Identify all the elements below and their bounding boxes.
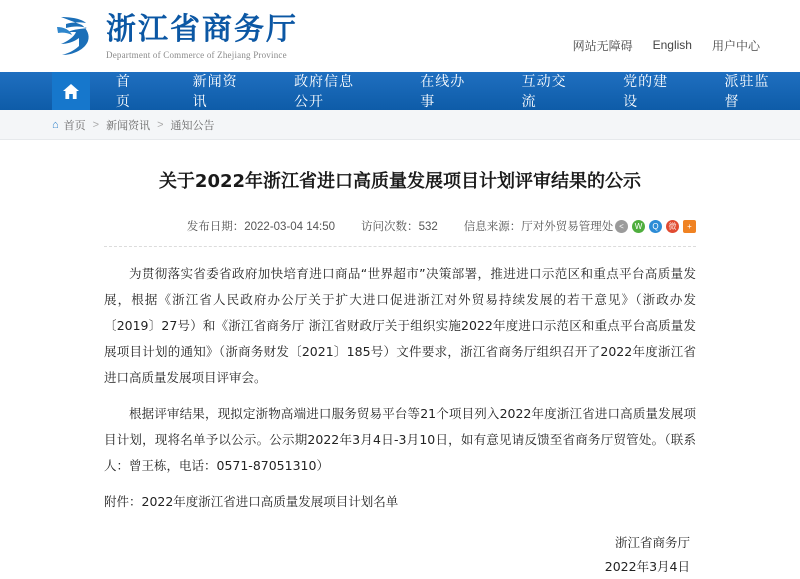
nav-item-news[interactable]: 新闻资讯: [192, 74, 238, 110]
info-source-label: 信息来源：: [463, 221, 522, 233]
nav-item-home[interactable]: 首页: [115, 74, 131, 110]
breadcrumb-item-notice[interactable]: 通知公告: [170, 119, 215, 132]
view-count-value: 532: [418, 221, 438, 233]
article-attachment[interactable]: 附件：2022年度浙江省进口高质量发展项目计划名单: [104, 494, 399, 509]
publish-date-label: 发布日期：: [186, 221, 245, 233]
nav-item-party-building[interactable]: 党的建设: [623, 74, 669, 110]
nav-home-button[interactable]: [52, 72, 90, 110]
publish-date-value: 2022-03-04 14:50: [244, 221, 336, 233]
article-meta: [104, 218, 696, 234]
home-small-icon: ⌂: [52, 118, 59, 131]
breadcrumb-separator: >: [157, 118, 164, 131]
breadcrumb-item-news[interactable]: 新闻资讯: [106, 119, 151, 132]
qzone-icon[interactable]: Q: [649, 220, 662, 233]
breadcrumb-item-home[interactable]: 首页: [63, 119, 86, 132]
main-nav: [0, 72, 800, 110]
english-link[interactable]: English: [652, 38, 692, 52]
more-share-icon[interactable]: +: [683, 220, 696, 233]
view-count-label: 访问次数：: [361, 221, 419, 233]
zhejiang-commerce-logo-icon: [52, 13, 94, 59]
view-count: [361, 218, 438, 234]
brand-text: [106, 13, 298, 60]
share-bar: [615, 220, 696, 233]
publish-date: [187, 218, 335, 234]
brand-title-en: Department of Commerce of Zhejiang Province: [106, 49, 287, 60]
article-paragraph: 为贯彻落实省委省政府加快培育进口商品“世界超市”决策部署，推进进口示范区和重点平台高质量发展，根据《浙江省人民政府办公厅关于扩大进口促进浙江对外贸易持续发展的若干意见》（浙政办发〔2019〕27号）和《浙江省商务厅 浙江省财政厅关于组织实施2022年度进口示范区和重点平台高质量发展项目计划的通知》（浙商务财发〔2021〕185号）文件要求，浙江省商务厅组织召开了2022年度浙江省进口高质量发展项目评审会。: [104, 266, 696, 385]
nav-item-online-service[interactable]: 在线办事: [420, 74, 466, 110]
header-links: [573, 19, 760, 54]
info-source-value: 厅对外贸易管理处: [521, 221, 614, 233]
nav-item-gov-info[interactable]: 政府信息公开: [294, 74, 355, 110]
page-title: 关于2022年浙江省进口高质量发展项目计划评审结果的公示: [158, 171, 642, 192]
nav-item-interaction[interactable]: 互动交流: [521, 74, 567, 110]
user-center-link[interactable]: 用户中心: [711, 38, 760, 53]
breadcrumb: [0, 110, 800, 140]
brand-title-cn: 浙江省商务厅: [106, 11, 298, 47]
weibo-icon[interactable]: 微: [666, 220, 679, 233]
home-icon: [62, 83, 80, 100]
article-signoff: [104, 531, 696, 579]
info-source: [464, 218, 614, 234]
accessibility-link[interactable]: 网站无障碍: [572, 38, 633, 53]
site-header: [0, 0, 800, 72]
signoff-org: 浙江省商务厅: [614, 535, 690, 550]
nav-item-supervision[interactable]: 派驻监督: [724, 74, 770, 110]
wechat-icon[interactable]: W: [632, 220, 645, 233]
signoff-date: 2022年3月4日: [604, 559, 690, 574]
breadcrumb-separator: >: [92, 118, 100, 131]
article: [0, 140, 800, 579]
article-paragraph: 根据评审结果，现拟定浙物高端进口服务贸易平台等21个项目列入2022年度浙江省进口高质量发展项目计划，现将名单予以公示。公示期2022年3月4日-3月10日，如有意见请反馈至省商务厅贸管处。（联系人：曾王栋，电话：0571-87051310）: [104, 406, 696, 473]
article-body: [104, 247, 696, 515]
share-icon[interactable]: <: [615, 220, 628, 233]
